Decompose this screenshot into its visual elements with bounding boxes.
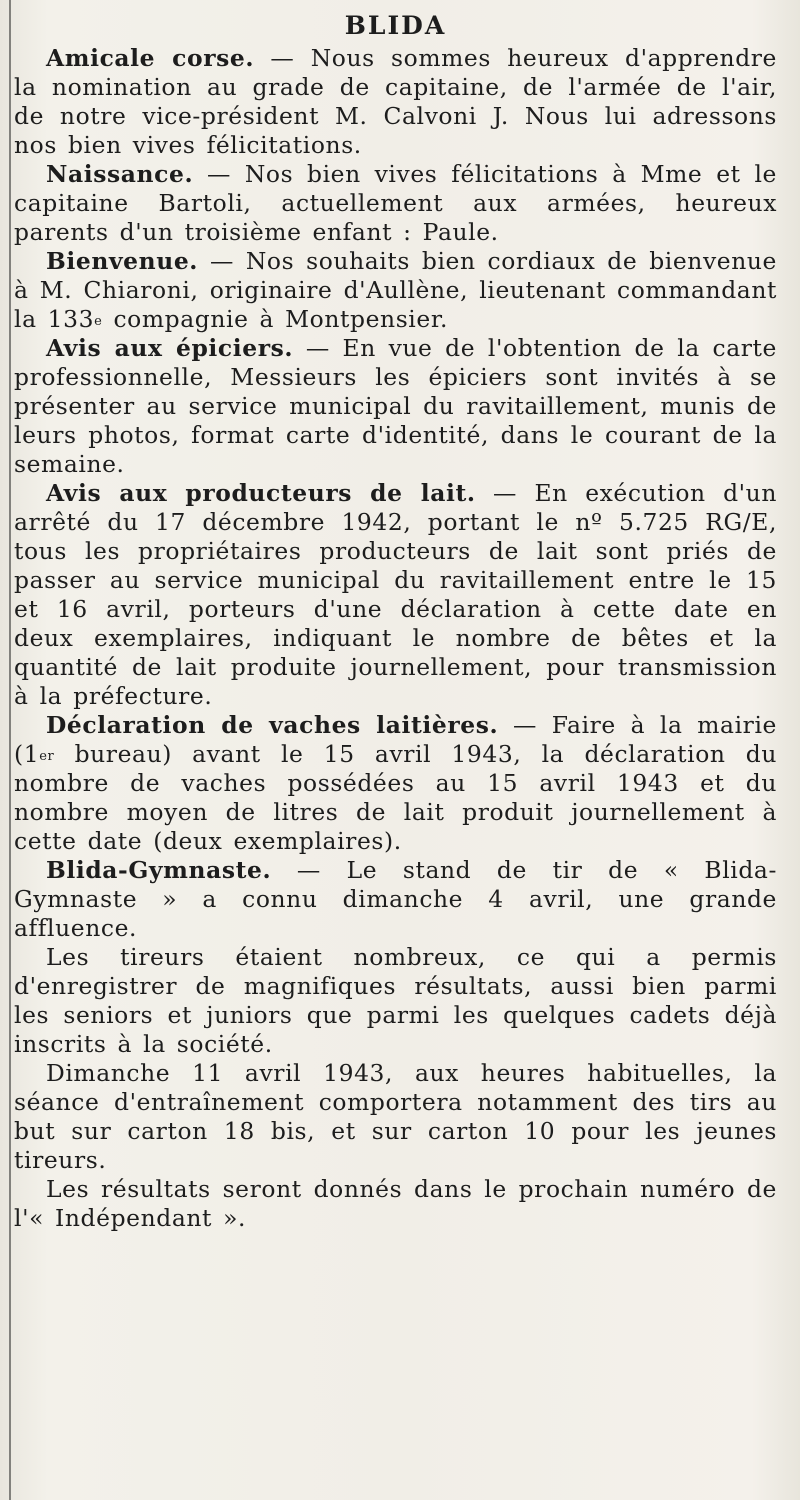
article-column <box>14 8 777 1233</box>
paragraph-bienvenue <box>14 247 777 334</box>
paragraph-blida-gymnaste <box>14 856 777 943</box>
paragraph-body: — Nos souhaits bien cordiaux de bienvenue à M. Chiaroni, originaire d'Aullène, lieutenant commandant la 133e compagnie à Montpensier. <box>14 247 777 333</box>
paragraph-body: — En vue de l'obtention de la carte professionnelle, Messieurs les épiciers sont invités à se présenter au service municipal du ravitaillement, munis de leurs photos, format carte d'identité, dans le courant de la semaine. <box>14 334 778 478</box>
paragraph-dimanche-11-avril <box>14 1059 777 1175</box>
paragraph-lead: Déclaration de vaches laitières. <box>46 711 499 739</box>
paragraph-lead: Amicale corse. <box>46 44 255 72</box>
paragraph-avis-epiciers <box>14 334 777 479</box>
paragraph-body: Les résultats seront donnés dans le prochain numéro de l'« Indépendant ». <box>14 1175 777 1232</box>
paragraph-amicale-corse <box>14 44 777 160</box>
paragraph-body: Dimanche 11 avril 1943, aux heures habituelles, la séance d'entraînement comportera notamment des tirs au but sur carton 18 bis, et sur carton 10 pour les jeunes tireurs. <box>14 1059 777 1174</box>
paragraph-lead: Naissance. <box>46 160 194 188</box>
paragraph-naissance <box>14 160 777 247</box>
paragraph-body: — Faire à la mairie (1er bureau) avant le 15 avril 1943, la déclaration du nombre de vaches possédées au 15 avril 1943 et du nombre moyen de litres de lait produit journellement à cette date (deux exemplaires). <box>14 711 777 855</box>
paragraph-lead: Blida-Gymnaste. <box>46 856 272 884</box>
paragraph-body: — En exécution d'un arrêté du 17 décembre 1942, portant le nº 5.725 RG/E, tous les propriétaires producteurs de lait sont priés de passer au service municipal du ravitaillement entre le 15 et 16 avril, porteurs d'une déclaration à cette date en deux exemplaires, indiquant le nombre de bêtes et la quantité de lait produite journellement, pour transmission à la préfecture. <box>14 479 778 710</box>
paragraph-tireurs <box>14 943 777 1059</box>
paragraph-declaration-vaches <box>14 711 777 856</box>
paragraph-lead: Avis aux épiciers. <box>46 334 294 362</box>
article-headline: BLIDA <box>344 11 447 40</box>
paragraph-body: — Nos bien vives félicitations à Mme et le capitaine Bartoli, actuellement aux armées, heureux parents d'un troisième enfant : Paule. <box>14 160 777 246</box>
column-rule <box>9 0 11 1500</box>
paragraph-avis-producteurs-lait <box>14 479 777 711</box>
paragraph-body: — Nous sommes heureux d'apprendre la nomination au grade de capitaine, de l'armée de l'air, de notre vice-président M. Calvoni J. Nous lui adressons nos bien vives félicitations. <box>14 44 777 159</box>
paragraph-body: Les tireurs étaient nombreux, ce qui a permis d'enregistrer de magnifiques résultats, aussi bien parmi les seniors et juniors que parmi les quelques cadets déjà inscrits à la société. <box>14 943 777 1058</box>
paragraph-resultats <box>14 1175 777 1233</box>
paragraph-lead: Avis aux producteurs de lait. <box>46 479 476 507</box>
paragraph-body: — Le stand de tir de « Blida-Gymnaste » a connu dimanche 4 avril, une grande affluence. <box>14 856 777 942</box>
paragraph-lead: Bienvenue. <box>46 247 199 275</box>
